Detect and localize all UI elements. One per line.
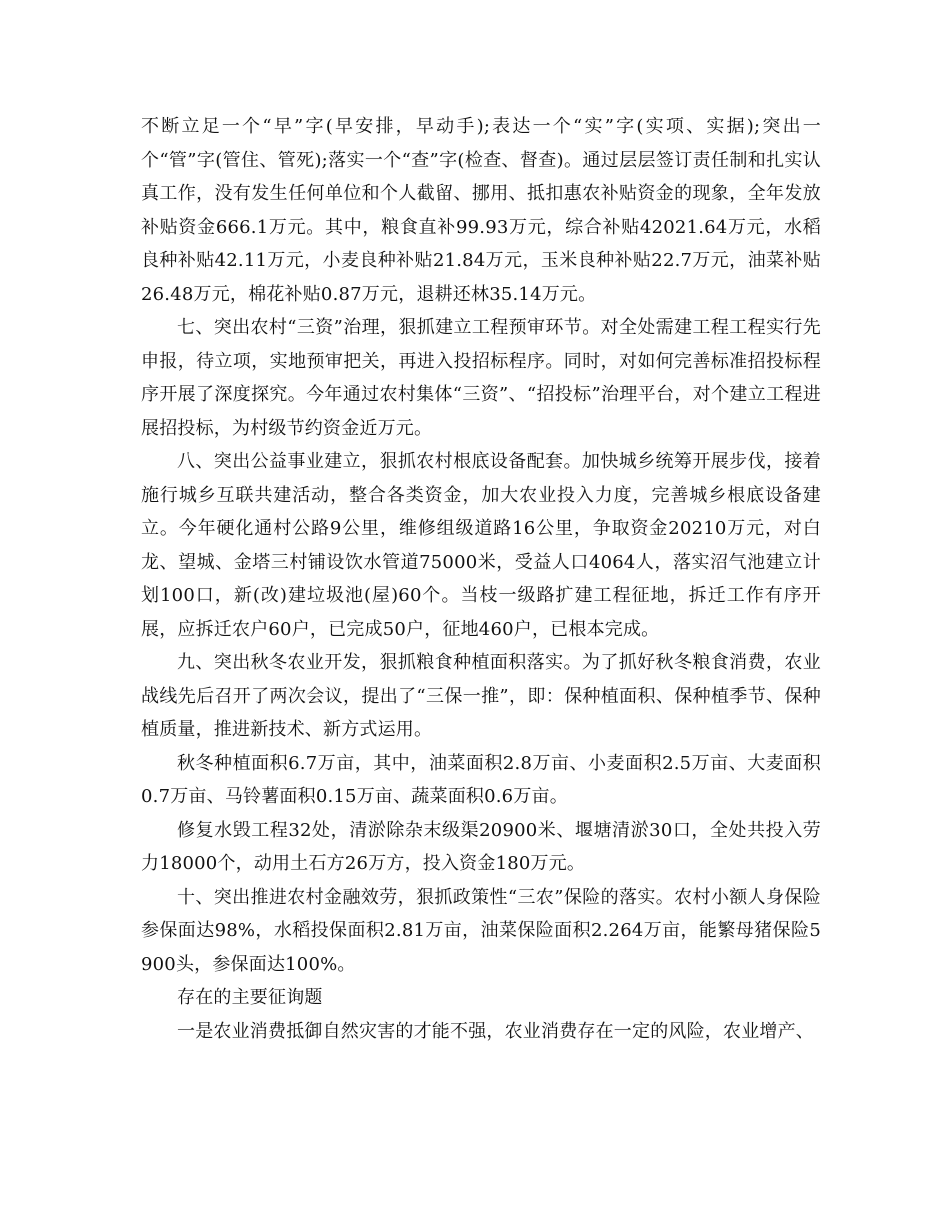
paragraph-section-eight: 八、突出公益事业建立，狠抓农村根底设备配套。加快城乡统筹开展步伐，接着施行城乡互联共建活动，整合各类资金，加大农业投入力度，完善城乡根底设备建立。今年硬化通村公路9公里，维修组级道路16公里，争取资金20210万元，对白龙、望城、金塔三村铺设饮水管道75000米，受益人口4064人，落实沼气池建立计划100口，新(改)建垃圾池(屋)60个。当枝一级路扩建工程征地，拆迁工作有序开展，应拆迁农户60户，已完成50户，征地460户，已根本完成。 [141, 451, 821, 640]
paragraph-autumn-planting: 秋冬种植面积6.7万亩，其中，油菜面积2.8万亩、小麦面积2.5万亩、大麦面积0.7万亩、马铃薯面积0.15万亩、蔬菜面积0.6万亩。 [141, 752, 821, 807]
paragraph-problems-heading: 存在的主要征询题 [177, 987, 323, 1008]
paragraph-subsidy-summary: 不断立足一个“早”字(早安排，早动手);表达一个“实”字(实项、实据);突出一个“管”字(管住、管死);落实一个“查”字(检查、督查)。通过层层签订责任制和扎实认真工作，没有发生任何单位和个人截留、挪用、抵扣惠农补贴资金的现象，全年发放补贴资金666.1万元。其中，粮食直补99.93万元，综合补贴42021.64万元，水稻良种补贴42.11万元，小麦良种补贴21.84万元，玉米良种补贴22.7万元，油菜补贴26.48万元，棉花补贴0.87万元，退耕还林35.14万元。 [141, 116, 821, 305]
paragraph-problem-one: 一是农业消费抵御自然灾害的才能不强，农业消费存在一定的风险，农业增产、 [177, 1020, 814, 1042]
paragraph-section-seven: 七、突出农村“三资”治理，狠抓建立工程预审环节。对全处需建工程工程实行先申报，待立项，实地预审把关，再进入投招标程序。同时，对如何完善标准招投标程序开展了深度探究。今年通过农村集体“三资”、“招投标”治理平台，对个建立工程进展招投标，为村级节约资金近万元。 [141, 317, 821, 439]
document-body [141, 110, 821, 1048]
paragraph-section-nine: 九、突出秋冬农业开发，狠抓粮食种植面积落实。为了抓好秋冬粮食消费，农业战线先后召开了两次会议，提出了“三保一推”，即：保种植面积、保种植季节、保种植质量，推进新技术、新方式运用。 [141, 652, 821, 740]
paragraph-water-repair: 修复水毁工程32处，清淤除杂末级渠20900米、堰塘清淤30口，全处共投入劳力18000个，动用土石方26万方，投入资金180万元。 [141, 819, 821, 874]
paragraph-section-ten: 十、突出推进农村金融效劳，狠抓政策性“三农”保险的落实。农村小额人身保险参保面达98%，水稻投保面积2.81万亩，油菜保险面积2.264万亩，能繁母猪保险5900头，参保面达100%。 [141, 886, 821, 975]
